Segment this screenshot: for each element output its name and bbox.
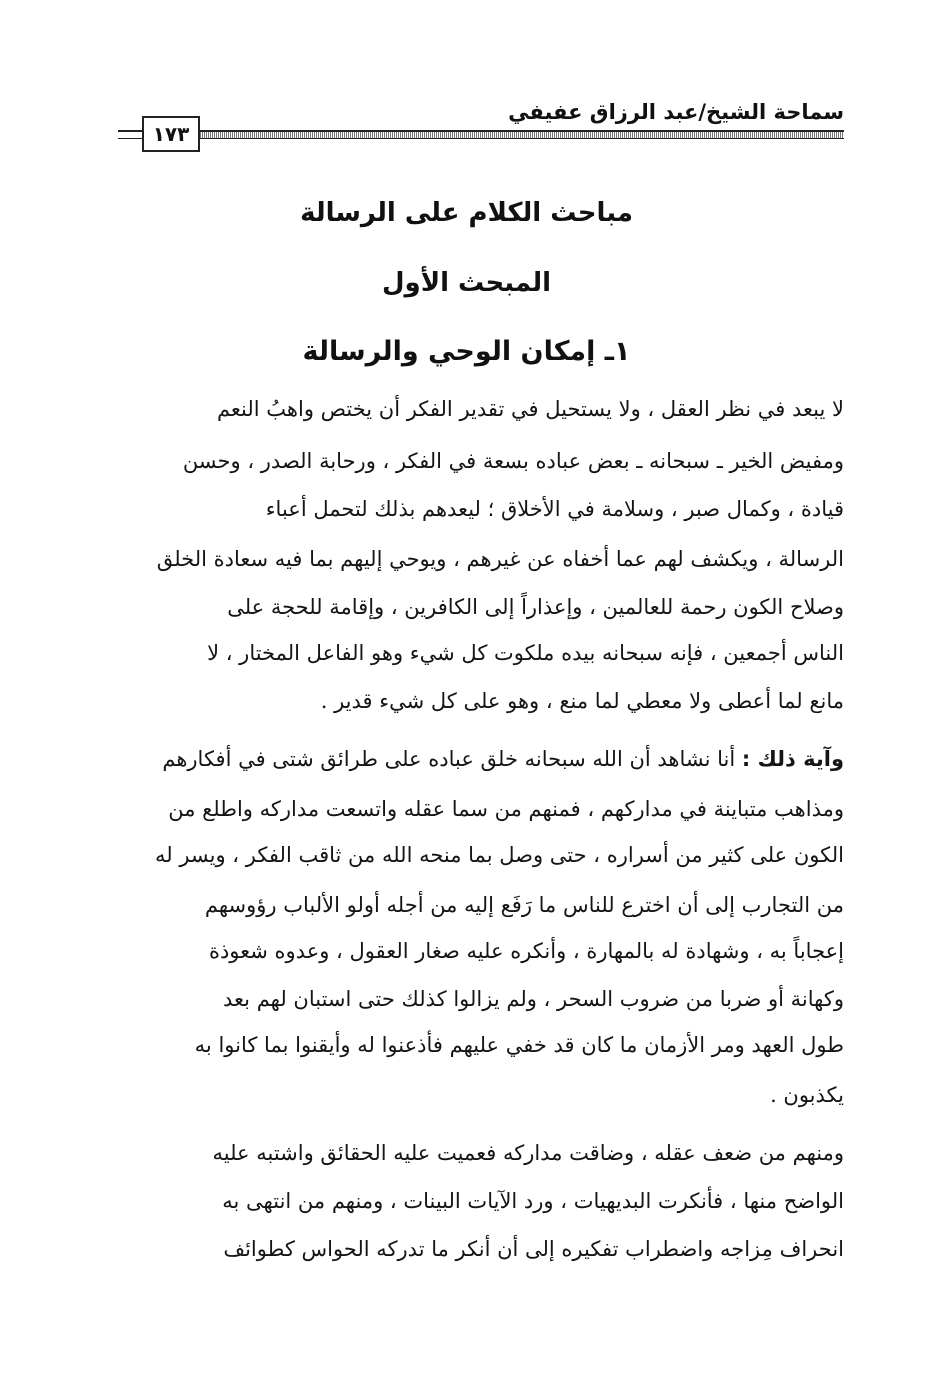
paragraph-1-line-6: الناس أجمعين ، فإنه سبحانه بيده ملكوت كل شيء وهو الفاعل المختار ، لا [207,641,844,665]
paragraph-2-first-line-rest: أنا نشاهد أن الله سبحانه خلق عباده على طرائق شتى في أفكارهم [162,747,742,771]
paragraph-2-lead: وآية ذلك : [741,747,844,771]
paragraph-2-line-2: ومذاهب متباينة في مداركهم ، فمنهم من سما عقله واتسعت مداركه واطلع من [168,797,844,821]
sub-heading: المبحث الأول [381,268,552,298]
paragraph-2-line-6: وكهانة أو ضربا من ضروب السحر ، ولم يزالوا كذلك حتى استبان لهم بعد [223,987,844,1011]
paragraph-1-line-5: وصلاح الكون رحمة للعالمين ، وإعذاراً إلى الكافرين ، وإقامة للحجة على [227,595,844,619]
section-heading: ١ـ إمكان الوحي والرسالة [302,336,631,367]
paragraph-2-line-5: إعجاباً به ، وشهادة له بالمهارة ، وأنكره عليه صغار العقول ، وعدوه شعوذة [208,939,844,963]
header-author: سماحة الشيخ/عبد الرزاق عفيفي [508,100,844,124]
paragraph-2-line-7: طول العهد ومر الأزمان ما كان قد خفي عليهم فأذعنوا له وأيقنوا بما كانوا به [194,1033,844,1057]
paragraph-3-line-1: ومنهم من ضعف عقله ، وضاقت مداركه فعميت عليه الحقائق واشتبه عليه [212,1141,844,1165]
paragraph-2-line-3: الكون على كثير من أسراره ، حتى وصل بما منحه الله من ثاقب الفكر ، ويسر له [154,843,844,867]
paragraph-1-line-2: ومفيض الخير ـ سبحانه ـ بعض عباده بسعة في الفكر ، ورحابة الصدر ، وحسن [182,449,844,473]
paragraph-3-line-2: الواضح منها ، فأنكرت البديهيات ، ورد الآيات البينات ، ومنهم من انتهى به [222,1189,844,1213]
paragraph-2-line-4: من التجارب إلى أن اخترع للناس ما رَفَع إليه من أجله أولو الألباب رؤوسهم [204,893,844,917]
paragraph-1-line-3: قيادة ، وكمال صبر ، وسلامة في الأخلاق ؛ ليعدهم بذلك لتحمل أعباء [265,497,844,521]
running-header [118,96,844,148]
header-rule [194,130,844,139]
paragraph-1-line-7: مانع لما أعطى ولا معطي لما منع ، وهو على كل شيء قدير . [320,689,844,713]
paragraph-3-line-3: انحراف مِزاجه واضطراب تفكيره إلى أن أنكر ما تدركه الحواس كطوائف [223,1237,844,1261]
paragraph-2-line-8: يكذبون . [770,1083,844,1107]
paragraph-1-line-1: لا يبعد في نظر العقل ، ولا يستحيل في تقدير الفكر أن يختص واهبُ النعم [216,397,844,421]
paragraph-2-line-1 [89,744,844,776]
main-heading: مباحث الكلام على الرسالة [300,198,633,228]
paragraph-1-line-4: الرسالة ، ويكشف لهم عما أخفاه عن غيرهم ، ويوحي إليهم بما فيه سعادة الخلق [156,547,844,571]
page-number: ١٧٣ [142,116,200,152]
